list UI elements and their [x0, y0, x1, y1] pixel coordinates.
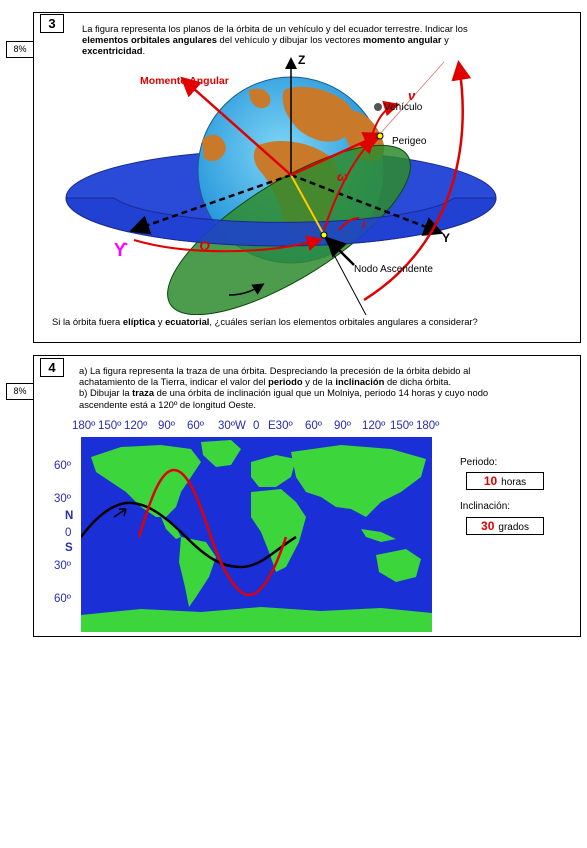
perigeo-label: Perigeo	[392, 136, 427, 147]
ground-track-map	[81, 437, 432, 632]
aries-label: ϒ	[114, 240, 128, 260]
lat-label: 60º	[54, 460, 71, 472]
question-4-weight: 8%	[6, 383, 34, 400]
periodo-answer-box	[466, 472, 544, 490]
q3-intro-line-a: La figura representa los planos de la órbita de un vehículo y del ecuador terrestre. Indicar los	[82, 23, 468, 34]
q3-prompt-text-c: y	[155, 316, 166, 327]
lat-label: 30º	[54, 493, 71, 505]
orbital-elements-figure	[34, 50, 578, 315]
q3-intro-text: del vehículo y dibujar los vectores	[216, 34, 363, 46]
continent-antarctica	[81, 607, 432, 632]
q4-line-b5: de dicha órbita.	[384, 376, 452, 388]
inclinacion-answer-box	[466, 517, 544, 535]
q4-bold-periodo: periodo	[268, 376, 303, 388]
lon-label: 120º	[124, 420, 148, 432]
q4-bold-inclinacion: inclinación	[335, 376, 385, 388]
q3-prompt-ecuatorial: ecuatorial	[165, 316, 210, 327]
y-label: Y	[442, 231, 451, 245]
omega-big-label: Ω	[199, 238, 210, 254]
q4-line-b1: achatamiento de la Tierra, indicar el valor del	[79, 376, 269, 388]
lat-label: N	[65, 510, 74, 522]
question-3-number: 3	[40, 14, 64, 33]
longitude-labels	[72, 420, 452, 434]
lat-label: 0	[65, 527, 72, 539]
lon-label: E30º	[268, 420, 293, 432]
q4-line-d: ascendente está a 120º de longitud Oeste.	[79, 398, 256, 410]
lon-label: 120º	[362, 420, 386, 432]
inclinacion-unit: grados	[498, 522, 529, 533]
inclinacion-value: 30	[481, 519, 495, 533]
lon-label: 150º	[390, 420, 414, 432]
vehicle-marker	[374, 103, 382, 111]
lat-label: S	[65, 542, 73, 554]
lon-label: 30ºW	[218, 420, 246, 432]
omega-small-label: ω	[337, 169, 348, 184]
question-3-weight: 8%	[6, 41, 34, 58]
z-label: Z	[298, 53, 306, 67]
perigee-marker	[377, 133, 383, 139]
q4-bold-traza: traza	[132, 387, 155, 399]
q4-line-c1: b) Dibujar la	[79, 387, 133, 399]
question-4-statement	[79, 365, 574, 410]
inclinacion-label: Inclinación:	[460, 501, 511, 512]
q3-intro-bold-momento: momento angular	[362, 34, 442, 46]
lat-label: 30º	[54, 560, 71, 572]
q3-intro-text-y: y	[441, 34, 449, 46]
q3-prompt-text-a: Si la órbita fuera	[52, 316, 123, 327]
q3-intro-period: .	[142, 45, 146, 57]
lon-label: 60º	[305, 420, 322, 432]
inclination-label: i	[362, 217, 366, 231]
question-4-number: 4	[40, 358, 64, 377]
q3-prompt-text-e: , ¿cuáles serían los elementos orbitales angulares a considerar?	[209, 316, 478, 327]
lon-label: 150º	[98, 420, 122, 432]
q3-prompt-eliptica: elíptica	[122, 316, 156, 327]
lat-label: 60º	[54, 593, 71, 605]
q4-line-a: a) La figura representa la traza de una órbita. Despreciando la precesión de la órbita debido al	[79, 365, 471, 376]
lon-label: 180º	[72, 420, 96, 432]
nu-label: ν	[408, 88, 416, 103]
lon-label: 180º	[416, 420, 440, 432]
periodo-value: 10	[483, 474, 498, 488]
q3-intro-bold-elements: elementos orbitales angulares	[82, 34, 217, 46]
momento-angular-label: Momento Angular	[140, 75, 229, 87]
q3-intro-bold-excentricidad: excentricidad	[82, 45, 143, 57]
question-3-prompt	[52, 316, 572, 327]
lon-label: 0	[253, 420, 260, 432]
lon-label: 90º	[334, 420, 351, 432]
q4-line-b3: y de la	[302, 376, 336, 388]
nodo-ascendente-label: Nodo Ascendente	[354, 264, 433, 275]
lon-label: 60º	[187, 420, 204, 432]
vehicle-label: Vehículo	[384, 102, 423, 113]
lon-label: 90º	[158, 420, 175, 432]
q4-line-c3: de una órbita de inclinación igual que un Molniya, periodo 14 horas y cuyo nodo	[154, 387, 489, 399]
ascending-node-marker	[321, 232, 327, 238]
periodo-unit: horas	[501, 477, 527, 488]
periodo-label: Periodo:	[460, 457, 498, 468]
